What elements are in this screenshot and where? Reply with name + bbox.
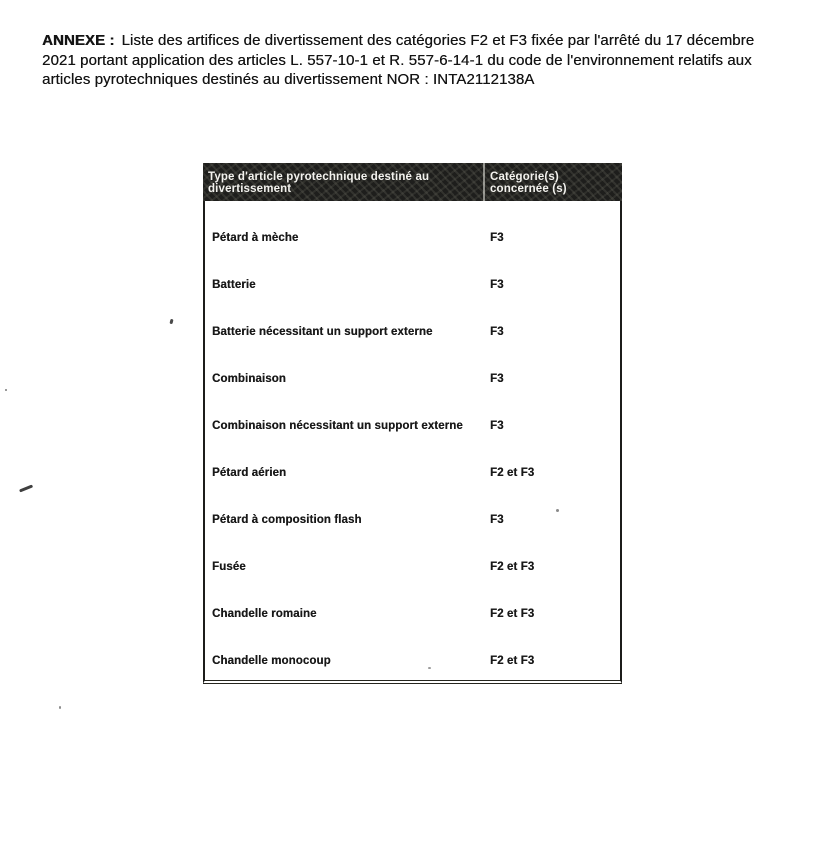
article-type-cell: Combinaison nécessitant un support externe (212, 419, 463, 432)
article-type-cell: Pétard aérien (212, 466, 287, 479)
article-type-cell: Chandelle monocoup (212, 654, 331, 667)
category-cell: F3 (490, 372, 504, 385)
scan-speck (169, 319, 173, 325)
category-cell: F2 et F3 (490, 654, 535, 667)
category-cell: F3 (490, 419, 504, 432)
scan-speck (5, 389, 7, 391)
category-cell: F3 (490, 513, 504, 526)
scan-speck (19, 484, 33, 492)
article-type-cell: Pétard à composition flash (212, 513, 362, 526)
article-type-cell: Batterie nécessitant un support externe (212, 325, 433, 338)
category-cell: F2 et F3 (490, 466, 535, 479)
scan-speck (556, 509, 559, 512)
header-categories: Catégorie(s) concernée (s) (490, 171, 567, 195)
category-cell: F3 (490, 278, 504, 291)
article-type-cell: Pétard à mèche (212, 231, 299, 244)
table-row (205, 402, 620, 449)
category-cell: F2 et F3 (490, 560, 535, 573)
annex-label: ANNEXE : (42, 32, 115, 49)
article-type-cell: Combinaison (212, 372, 286, 385)
scan-speck (428, 667, 431, 669)
table-row (205, 590, 620, 637)
table-row (205, 449, 620, 496)
table-row (205, 496, 620, 543)
table-row (205, 308, 620, 355)
table-row (205, 261, 620, 308)
category-cell: F3 (490, 325, 504, 338)
category-cell: F2 et F3 (490, 607, 535, 620)
table-row (205, 355, 620, 402)
table-body (205, 201, 620, 684)
table-header-row (203, 163, 622, 201)
scan-speck (59, 706, 61, 709)
categories-table (203, 163, 622, 684)
category-cell: F3 (490, 231, 504, 244)
table-row (205, 543, 620, 590)
header-article-type: Type d'article pyrotechnique destiné au divertissement (203, 163, 485, 201)
annex-paragraph (42, 31, 790, 90)
article-type-cell: Chandelle romaine (212, 607, 317, 620)
table-row (205, 214, 620, 261)
article-type-cell: Batterie (212, 278, 256, 291)
annex-text: Liste des artifices de divertissement des catégories F2 et F3 fixée par l'arrêté du 17 décembre 2021 portant application des articles L. 557-10-1 et R. 557-6-14-1 du code de l'environnement relatifs aux articles pyrotechniques destinés au divertissement NOR : INTA2112138A (42, 32, 755, 88)
table-row (205, 637, 620, 684)
article-type-cell: Fusée (212, 560, 246, 573)
